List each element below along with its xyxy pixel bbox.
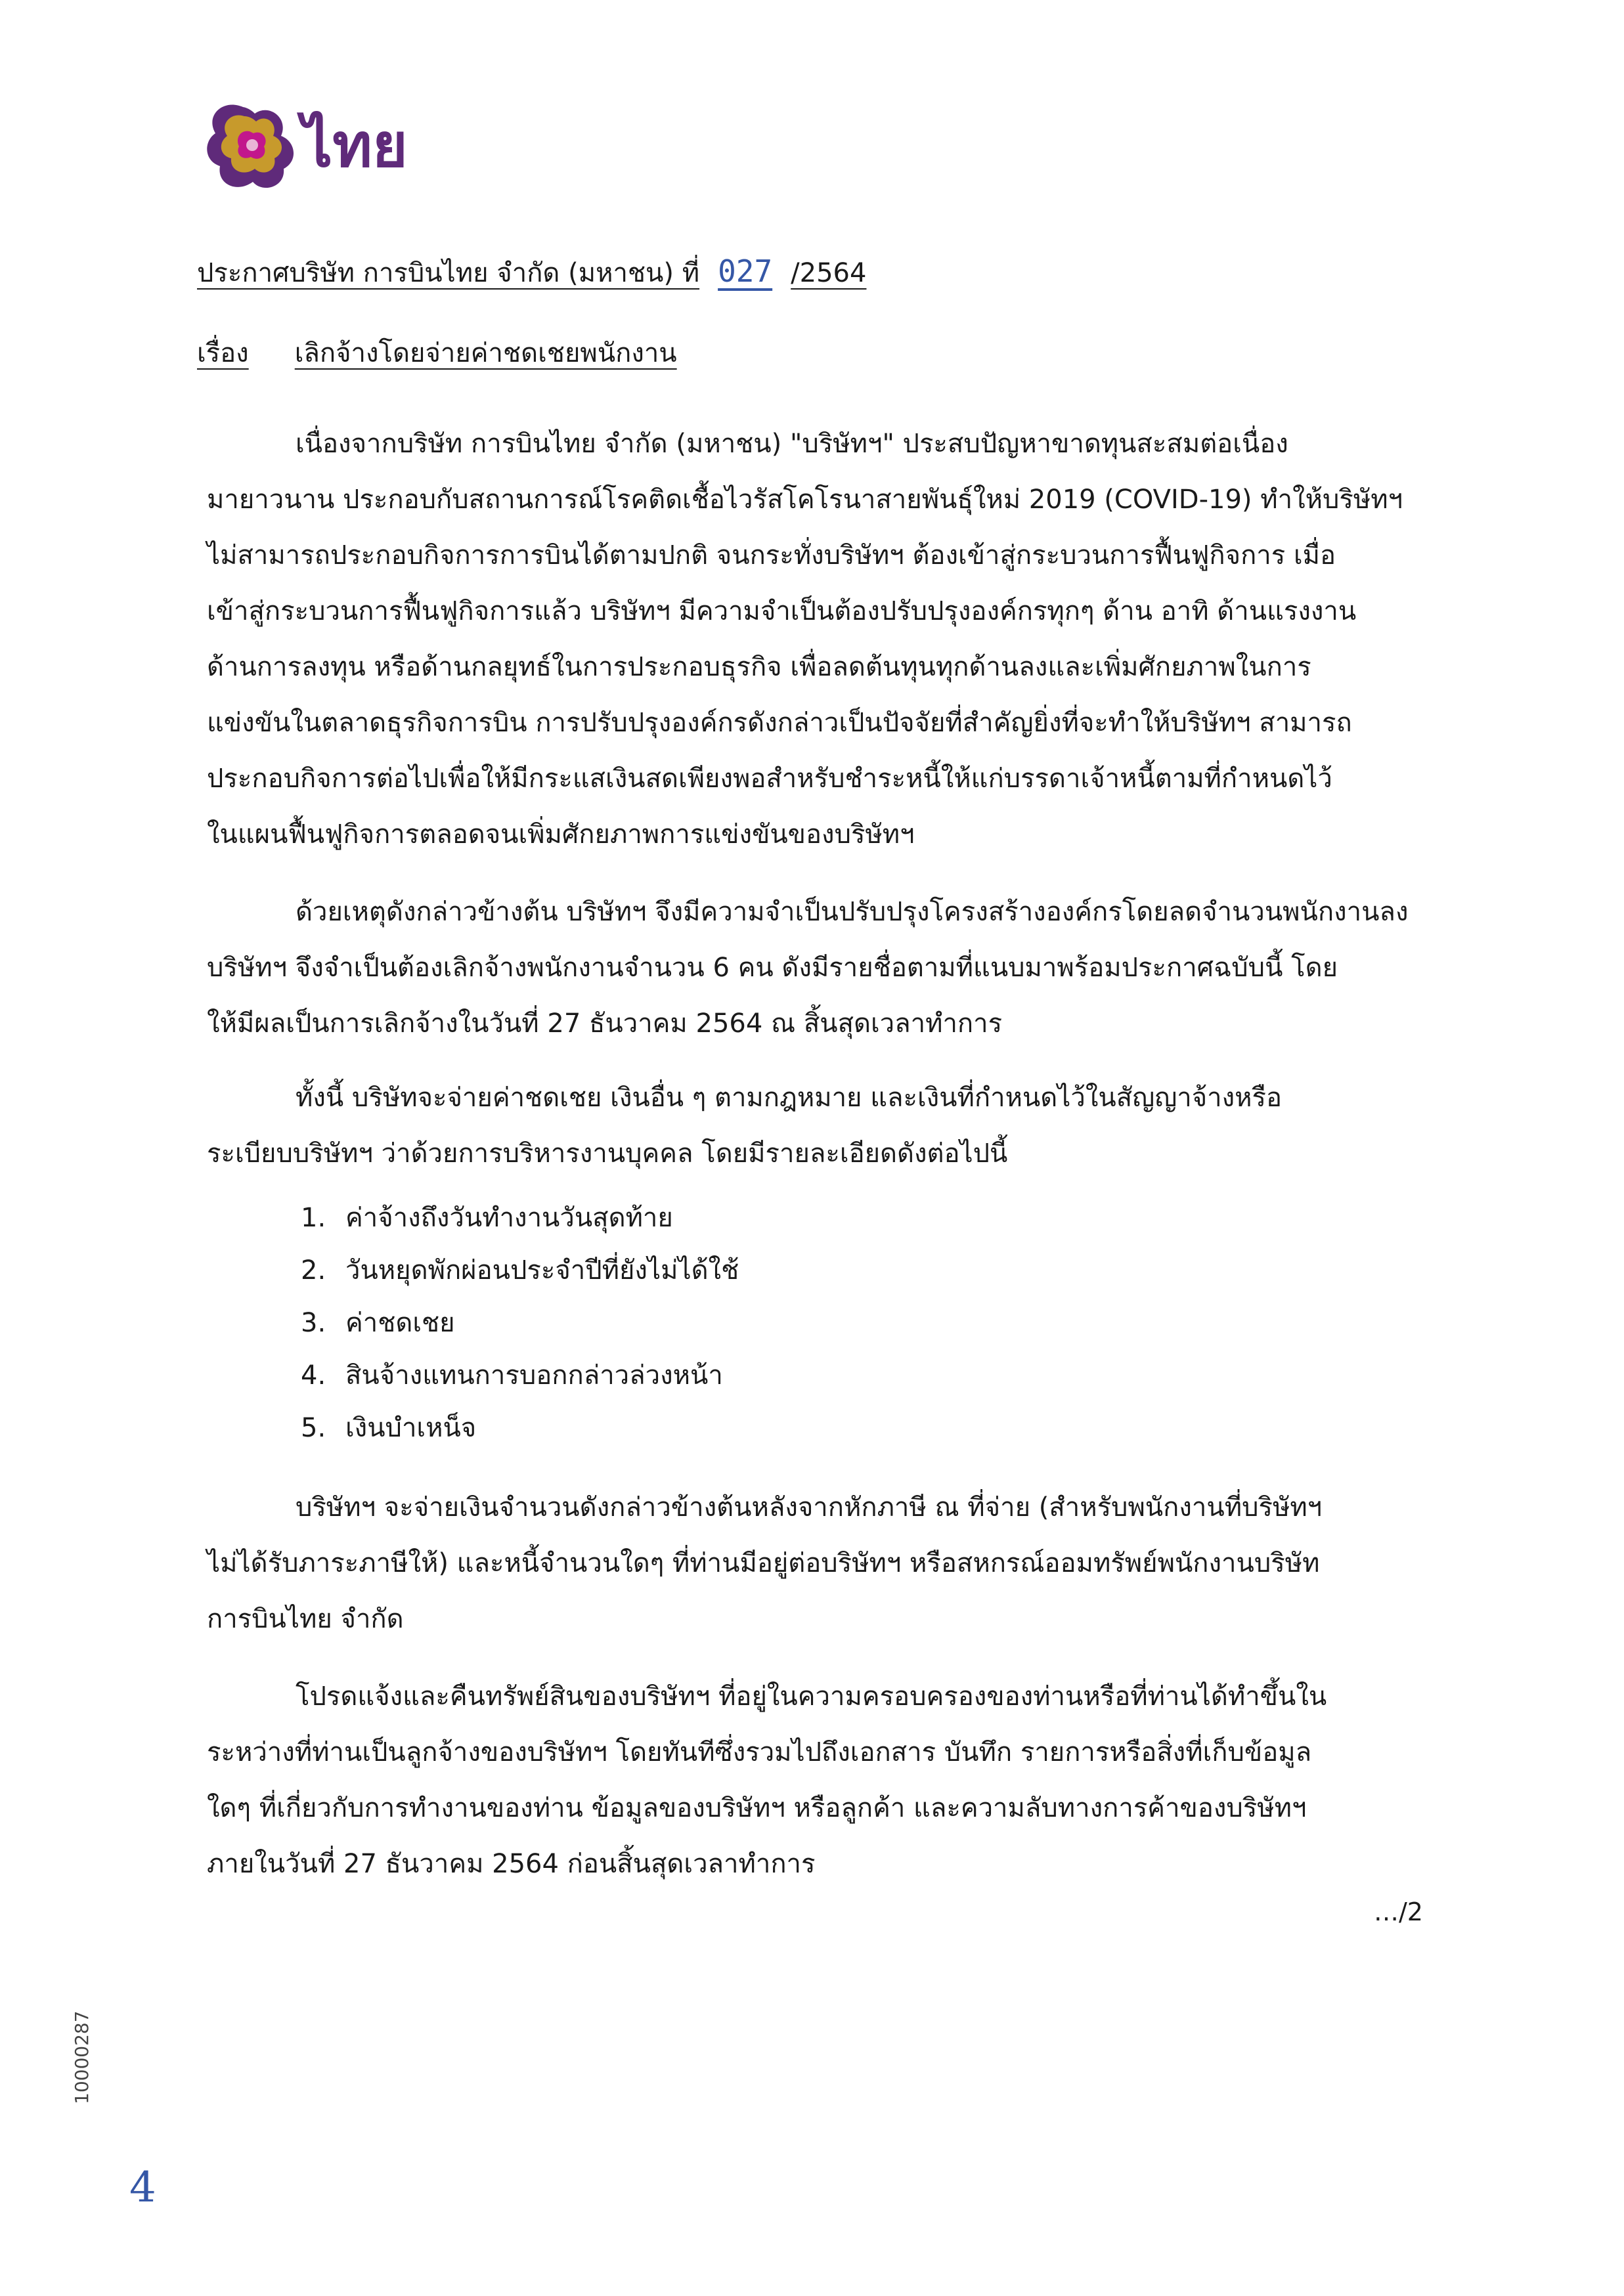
paragraph-1-line-2: มายาวนาน ประกอบกับสถานการณ์โรคติดเชื้อไวรัสโคโรนาสายพันธุ์ใหม่ 2019 (COVID-19) ทำให้บริษัทฯ	[207, 485, 1403, 515]
paragraph-5-line-4: ภายในวันที่ 27 ธันวาคม 2564 ก่อนสิ้นสุดเวลาทำการ	[207, 1849, 816, 1879]
paragraph-1-line-1: เนื่องจากบริษัท การบินไทย จำกัด (มหาชน) "บริษัทฯ" ประสบปัญหาขาดทุนสะสมต่อเนื่อง	[296, 429, 1288, 459]
paragraph-5-line-3: ใดๆ ที่เกี่ยวกับการทำงานของท่าน ข้อมูลของบริษัทฯ หรือลูกค้า และความลับทางการค้าของบริษัทฯ	[207, 1793, 1307, 1823]
list-item-text: ค่าจ้างถึงวันทำงานวันสุดท้าย	[345, 1203, 673, 1233]
list-item-text: เงินบำเหน็จ	[345, 1413, 477, 1443]
announcement-year: /2564	[791, 258, 867, 288]
subject-text: เลิกจ้างโดยจ่ายค่าชดเชยพนักงาน	[294, 338, 677, 368]
paragraph-4-line-1: บริษัทฯ จะจ่ายเงินจำนวนดังกล่าวข้างต้นหลังจากหักภาษี ณ ที่จ่าย (สำหรับพนักงานที่บริษัทฯ	[296, 1492, 1323, 1523]
document-id: 10000287	[71, 2010, 93, 2104]
page-continuation: …/2	[1374, 1897, 1423, 1926]
list-item-number: 4.	[301, 1360, 326, 1391]
list-item-text: วันหยุดพักผ่อนประจำปีที่ยังไม่ได้ใช้	[345, 1255, 739, 1286]
list-item-number: 2.	[301, 1255, 326, 1286]
announcement-number-line	[197, 251, 866, 293]
paragraph-1-line-8: ในแผนฟื้นฟูกิจการตลอดจนเพิ่มศักยภาพการแข่งขันของบริษัทฯ	[207, 819, 915, 850]
list-item	[301, 1354, 723, 1396]
list-item-number: 3.	[301, 1308, 326, 1338]
paragraph-1-line-5: ด้านการลงทุน หรือด้านกลยุทธ์ในการประกอบธุรกิจ เพื่อลดต้นทุนทุกด้านลงและเพิ่มศักยภาพในการ	[207, 652, 1311, 682]
handwritten-mark: 4	[129, 2163, 156, 2212]
paragraph-1-line-7: ประกอบกิจการต่อไปเพื่อให้มีกระแสเงินสดเพียงพอสำหรับชำระหนี้ให้แก่บรรดาเจ้าหนี้ตามที่กำหนดไว้	[207, 764, 1332, 794]
paragraph-5-line-2: ระหว่างที่ท่านเป็นลูกจ้างของบริษัทฯ โดยทันทีซึ่งรวมไปถึงเอกสาร บันทึก รายการหรือสิ่งที่เก็บข้อมูล	[207, 1737, 1312, 1767]
orchid-logo-icon	[197, 95, 447, 204]
list-item	[301, 1196, 673, 1238]
list-item	[301, 1301, 455, 1343]
paragraph-1-line-4: เข้าสู่กระบวนการฟื้นฟูกิจการแล้ว บริษัทฯ มีความจำเป็นต้องปรับปรุงองค์กรทุกๆ ด้าน อาทิ ด้านแรงงาน	[207, 596, 1357, 626]
list-item-number: 5.	[301, 1413, 326, 1443]
paragraph-2-line-3: ให้มีผลเป็นการเลิกจ้างในวันที่ 27 ธันวาคม 2564 ณ สิ้นสุดเวลาทำการ	[207, 1008, 1003, 1039]
paragraph-3-line-1: ทั้งนี้ บริษัทจะจ่ายค่าชดเชย เงินอื่น ๆ ตามกฎหมาย และเงินที่กำหนดไว้ในสัญญาจ้างหรือ	[296, 1083, 1283, 1113]
announcement-number: 027	[718, 253, 773, 289]
subject-line	[197, 332, 677, 374]
thai-airways-logo	[197, 95, 447, 204]
list-item	[301, 1249, 739, 1291]
paragraph-3-line-2: ระเบียบบริษัทฯ ว่าด้วยการบริหารงานบุคคล โดยมีรายละเอียดดังต่อไปนี้	[207, 1138, 1008, 1169]
paragraph-4-line-2: ไม่ได้รับภาระภาษีให้) และหนี้จำนวนใดๆ ที่ท่านมีอยู่ต่อบริษัทฯ หรือสหกรณ์ออมทรัพย์พนักงานบริษัท	[207, 1548, 1320, 1578]
paragraph-2-line-2: บริษัทฯ จึงจำเป็นต้องเลิกจ้างพนักงานจำนวน 6 คน ดังมีรายชื่อตามที่แนบมาพร้อมประกาศฉบับนี้ โดย	[207, 953, 1338, 983]
announcement-prefix: ประกาศบริษัท การบินไทย จำกัด (มหาชน) ที่	[197, 258, 700, 288]
list-item-text: สินจ้างแทนการบอกกล่าวล่วงหน้า	[345, 1360, 723, 1391]
paragraph-2-line-1: ด้วยเหตุดังกล่าวข้างต้น บริษัทฯ จึงมีความจำเป็นปรับปรุงโครงสร้างองค์กรโดยลดจำนวนพนักงานลง	[296, 897, 1409, 927]
paragraph-1-line-3: ไม่สามารถประกอบกิจการการบินได้ตามปกติ จนกระทั่งบริษัทฯ ต้องเข้าสู่กระบวนการฟื้นฟูกิจการ เมื่อ	[207, 540, 1336, 571]
subject-label: เรื่อง	[197, 338, 249, 368]
list-item-text: ค่าชดเชย	[345, 1308, 455, 1338]
logo-text: ไทย	[302, 110, 408, 181]
paragraph-4-line-3: การบินไทย จำกัด	[207, 1604, 404, 1634]
list-item-number: 1.	[301, 1203, 326, 1233]
paragraph-1-line-6: แข่งขันในตลาดธุรกิจการบิน การปรับปรุงองค์กรดังกล่าวเป็นปัจจัยที่สำคัญยิ่งที่จะทำให้บริษัทฯ สามารถ	[207, 708, 1352, 738]
paragraph-5-line-1: โปรดแจ้งและคืนทรัพย์สินของบริษัทฯ ที่อยู่ในความครอบครองของท่านหรือที่ท่านได้ทำขึ้นใน	[296, 1681, 1327, 1712]
list-item	[301, 1406, 476, 1448]
